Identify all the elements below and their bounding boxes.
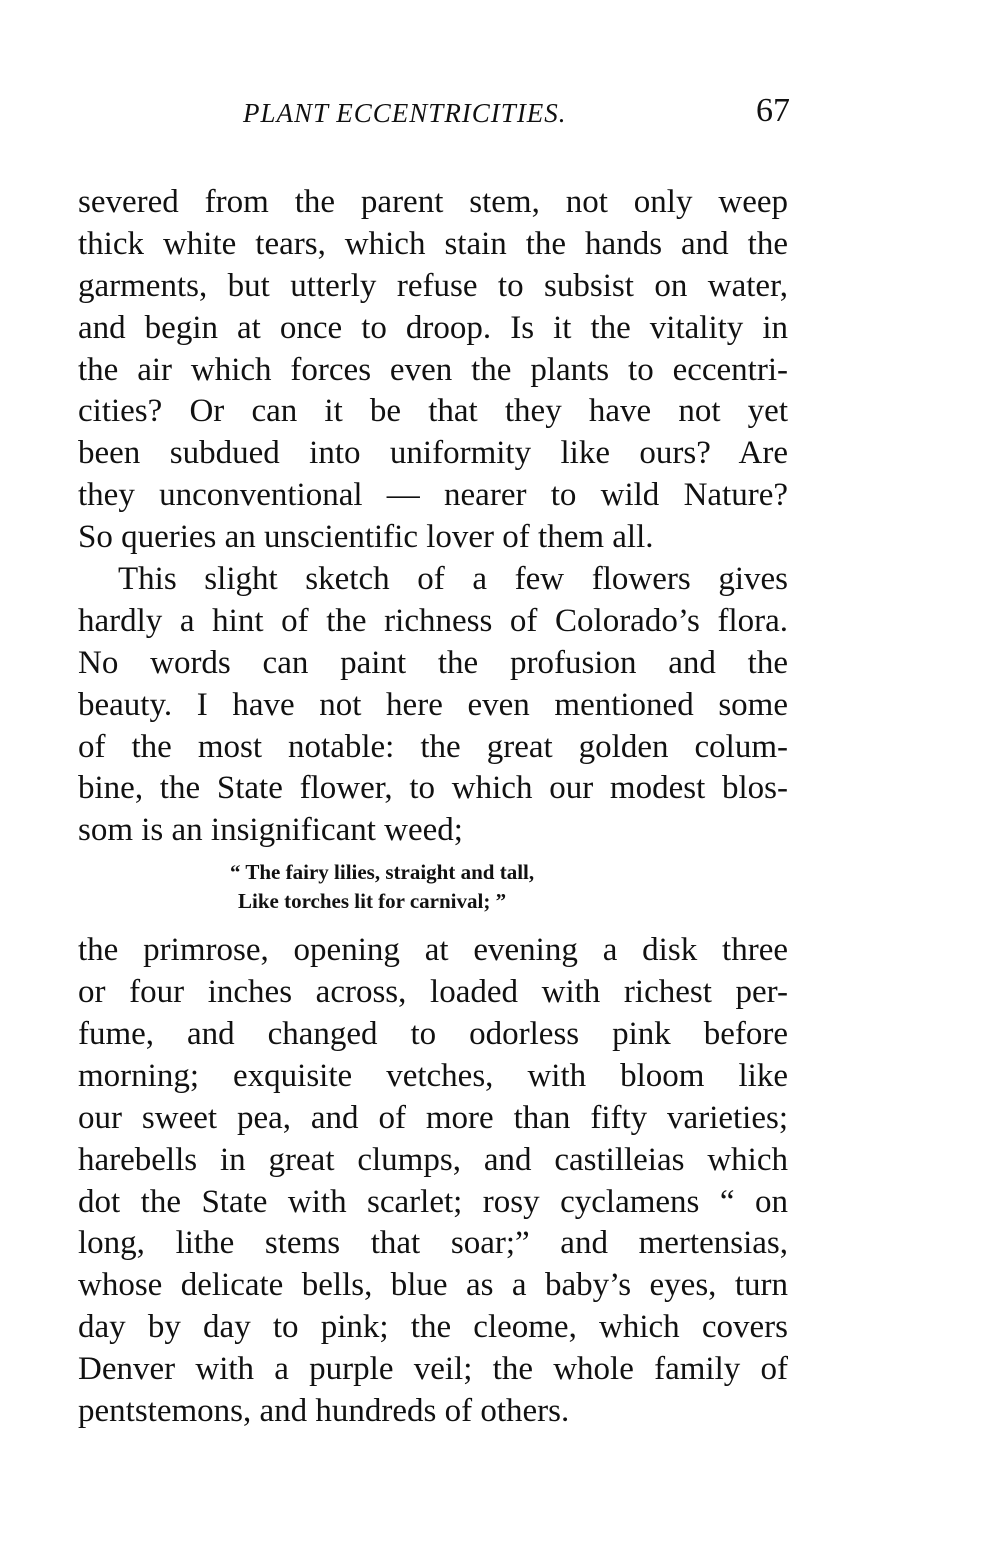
text-line: cities? Or can it be that they have not yet [78,393,788,430]
text-line: the primrose, opening at evening a disk three [78,932,788,969]
text-line: hardly a hint of the richness of Colorado’s flora. [78,602,788,639]
paragraph-3 [78,930,788,1433]
page-number: 67 [756,92,790,129]
text-line: harebells in great clumps, and castilleias which [78,1141,788,1178]
running-title: PLANT ECCENTRICITIES. [243,98,567,128]
text-line: and begin at once to droop. Is it the vitality in [78,309,788,346]
text-line: whose delicate bells, blue as a baby’s eyes, turn [78,1267,788,1304]
text-line: or four inches across, loaded with richest per- [78,974,788,1011]
text-line: garments, but utterly refuse to subsist on water, [78,267,788,304]
text-line: Denver with a purple veil; the whole family of [78,1351,788,1388]
text-line: of the most notable: the great golden colum- [78,728,788,765]
text-line: pentstemons, and hundreds of others. [78,1393,570,1430]
text-line: So queries an unscientific lover of them all. [78,519,654,556]
text-line: bine, the State flower, to which our modest blos- [78,770,788,807]
text-line: long, lithe stems that soar;” and mertensias, [78,1225,788,1262]
paragraph-1 [78,182,788,559]
text-line: No words can paint the profusion and the [78,644,788,681]
verse-line: “ The fairy lilies, straight and tall, [230,860,535,885]
text-line: fume, and changed to odorless pink before [78,1016,788,1053]
text-line: beauty. I have not here even mentioned some [78,686,788,723]
verse-line: Like torches lit for carnival; ” [238,889,507,914]
page-body [78,182,788,1433]
text-line: day by day to pink; the cleome, which covers [78,1309,788,1346]
text-line: som is an insignificant weed; [78,812,463,849]
text-line: they unconventional — nearer to wild Nature? [78,477,788,514]
text-line: morning; exquisite vetches, with bloom like [78,1057,788,1094]
text-line: the air which forces even the plants to eccentri- [78,351,788,388]
paragraph-2 [78,559,788,852]
running-header [78,92,790,158]
text-line: This slight sketch of a few flowers gives [118,561,788,598]
text-line: dot the State with scarlet; rosy cyclamens “ on [78,1183,788,1220]
text-line: severed from the parent stem, not only weep [78,184,788,220]
text-line: been subdued into uniformity like ours? Are [78,435,788,472]
text-line: thick white tears, which stain the hands and the [78,225,788,262]
text-line: our sweet pea, and of more than fifty varieties; [78,1099,788,1136]
verse-quotation [230,858,788,916]
